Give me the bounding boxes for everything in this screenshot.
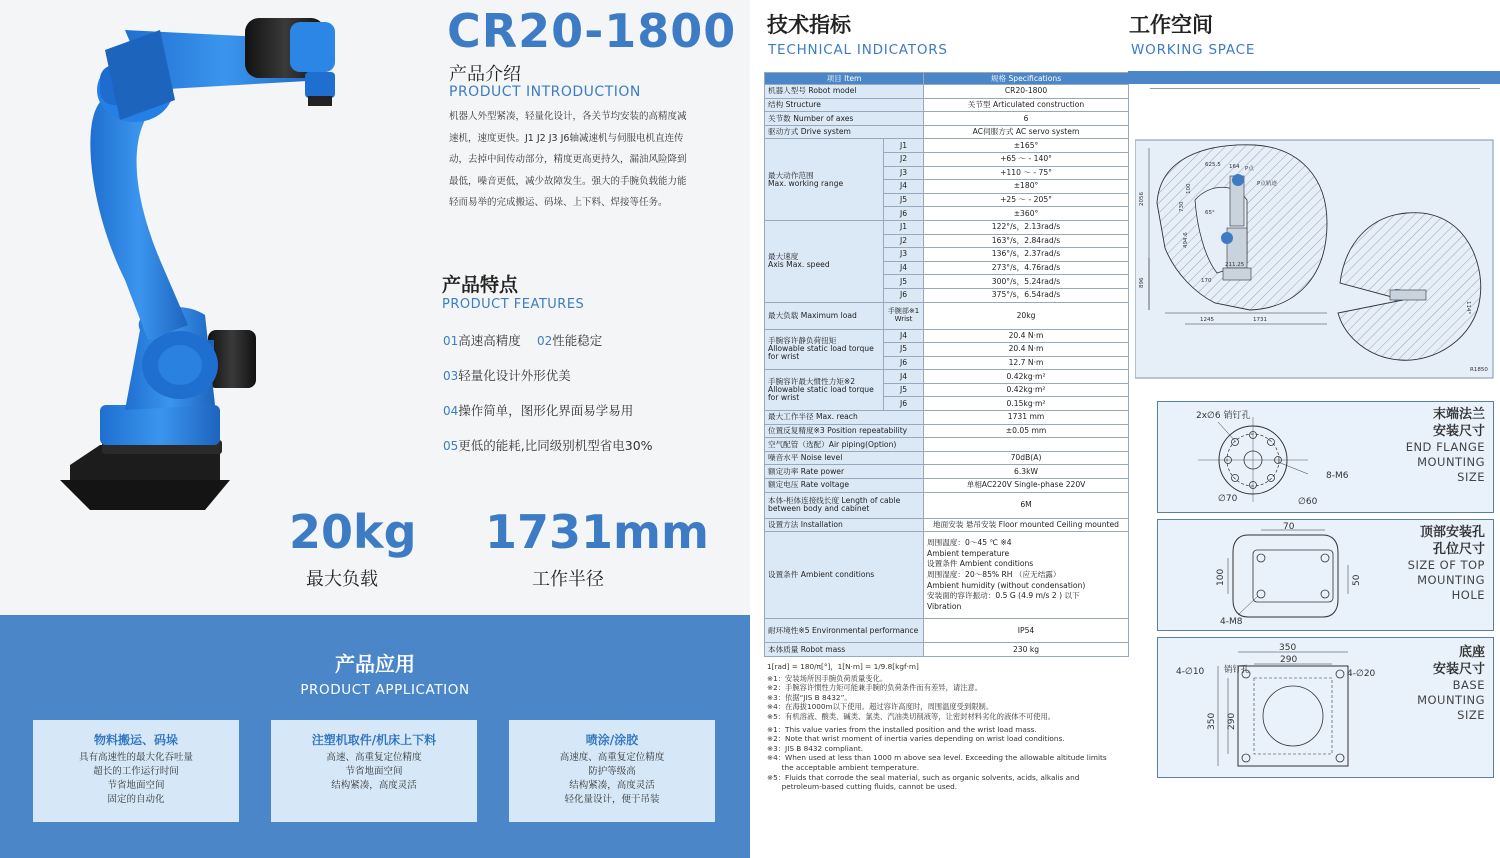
base-label-en: SIZE [1457, 708, 1485, 722]
ambient-line: 设置条件 Ambient conditions [927, 559, 1034, 569]
flange-m6-label: 8-M6 [1326, 471, 1349, 481]
joint: J2 [884, 152, 924, 166]
install-value: 地面安装 悬吊安装 Floor mounted Ceiling mounted [924, 518, 1129, 532]
torque-value: 20.4 N·m [924, 343, 1129, 357]
footnote: petroleum-based cutting fluids, cannot be used. [767, 782, 958, 792]
intro-title-zh: 产品介绍 [449, 64, 521, 85]
flange-d60-label: ∅60 [1298, 497, 1318, 507]
dim-label: 1245 [1200, 317, 1214, 323]
base-pin-label: 销钉孔 [1224, 665, 1250, 675]
spec-row [765, 643, 1129, 657]
spec-row [765, 220, 1129, 234]
top-h50-label: 50 [1352, 574, 1362, 586]
torque-value: 12.7 N·m [924, 356, 1129, 370]
load-label: 最大负载 Maximum load [765, 302, 884, 329]
range-value: ±180° [924, 180, 1129, 194]
intro-line: 轻而易举的完成搬运、码垛、上下料、焊接等任务。 [449, 197, 668, 208]
speed-value: 122°/s，2.13rad/s [924, 220, 1129, 234]
feature-num: 01 [443, 334, 459, 348]
spec-header-item: 项目 Item [765, 73, 924, 85]
top-label-en: MOUNTING [1417, 573, 1485, 587]
flange-label-zh1: 末端法兰 [1432, 407, 1485, 422]
spec-row [765, 518, 1129, 532]
card-line: 高速、高重复定位精度 [326, 752, 422, 763]
application-title-en: PRODUCT APPLICATION [300, 682, 470, 698]
dim-label: 65° [1205, 210, 1215, 216]
joint: J3 [884, 166, 924, 180]
spec-label: 结构 Structure [765, 98, 924, 112]
range-value: +65 ～ - 140° [924, 152, 1129, 166]
spec-value: 70dB(A) [924, 451, 1129, 465]
workspace-header-bar [1128, 71, 1500, 84]
feature-text: 轻量化设计外形优美 [458, 368, 571, 383]
spec-value: CR20-1800 [924, 85, 1129, 99]
spec-row [765, 139, 1129, 153]
cable-value: 6M [924, 492, 1129, 518]
card-title: 注塑机取件/机床上下料 [311, 733, 437, 747]
base-drawing [1158, 638, 1388, 775]
spec-row [765, 492, 1129, 518]
range-value: ±165° [924, 139, 1129, 153]
application-section [0, 615, 750, 858]
flange-panel [1157, 401, 1494, 513]
inertia-value: 0.42kg·m² [924, 383, 1129, 397]
spec-row [765, 98, 1129, 112]
dim-label: 730 [1179, 201, 1185, 212]
feature-item [537, 331, 602, 349]
feature-num: 05 [443, 439, 459, 453]
base-label-zh2: 安装尺寸 [1432, 662, 1485, 677]
features-title-zh: 产品特点 [442, 274, 519, 296]
range-value: +25 ～ - 205° [924, 193, 1129, 207]
speed-value: 163°/s，2.84rad/s [924, 234, 1129, 248]
ambient-line: Ambient temperature [927, 548, 1010, 558]
spec-value: 关节型 Articulated construction [924, 98, 1129, 112]
speed-value: 375°/s，6.54rad/s [924, 288, 1129, 302]
dim-label: 114° [1465, 301, 1471, 315]
card-line: 结构紧凑，高度灵活 [569, 780, 655, 791]
joint: J4 [884, 329, 924, 343]
torque-label: 手腕容许静负荷扭矩 Allowable static load torque for wrist [765, 329, 884, 370]
joint: J6 [884, 207, 924, 221]
top-label-zh1: 顶部安装孔 [1419, 525, 1485, 540]
flange-holes-label: 2x∅6 销钉孔 [1196, 411, 1251, 421]
spec-label: 额定电压 Rate voltage [765, 479, 924, 493]
top-mount-drawing [1158, 520, 1388, 628]
spec-label: 空气配管（选配）Air piping(Option) [765, 438, 924, 452]
feature-text: 操作简单，图形化界面易学易用 [458, 403, 634, 418]
feature-text: 高速高精度 [458, 333, 521, 348]
top-label-en: HOLE [1451, 588, 1485, 602]
features-title-en: PRODUCT FEATURES [442, 297, 585, 312]
reach-value: 1731mm [485, 505, 709, 559]
top-mount-label [1408, 524, 1485, 603]
cable-label: 本体-柜体连接线长度 Length of cable between body and cabinet [765, 492, 924, 518]
spec-label: 额定功率 Rate power [765, 465, 924, 479]
install-label: 设置方法 Installation [765, 518, 924, 532]
base-label-zh1: 底座 [1458, 645, 1485, 660]
dim-label: P点 [1245, 166, 1254, 172]
footnotes [767, 662, 1127, 792]
max-load-value: 20kg [289, 505, 417, 559]
card-line: 节省地面空间 [107, 780, 165, 791]
base-w290-label: 290 [1280, 655, 1298, 665]
joint: J4 [884, 261, 924, 275]
footnote: ※5：有机溶液、酸类、碱类、氯类、汽油类切削液等，让密封材料劣化的液体不可使用。 [767, 711, 1056, 721]
joint: J6 [884, 288, 924, 302]
spec-value: 6.3kW [924, 465, 1129, 479]
spec-row [765, 532, 1129, 619]
base-d20-label: 4-∅20 [1347, 669, 1376, 679]
load-sub: 手腕部※1 Wrist [884, 302, 924, 329]
footnote: ※5：Fluids that corrode the seal material, such as organic solvents, acids, alkalis and [767, 772, 1080, 782]
speed-label: 最大速度 Axis Max. speed [765, 220, 884, 302]
footnote: ※1：This value varies from the installed position and the wrist load mass. [767, 724, 1037, 734]
card-line: 固定的自动化 [107, 794, 165, 805]
intro-line: 速机，速度更快。J1 J2 J3 J6轴减速机与伺服电机直连传 [449, 132, 684, 144]
top-h100-label: 100 [1216, 568, 1226, 586]
card-line: 结构紧凑，高度灵活 [331, 780, 417, 791]
joint: J6 [884, 356, 924, 370]
footnote: the acceptable ambient temperature. [767, 762, 920, 772]
flange-drawing [1158, 402, 1388, 510]
joint: J4 [884, 180, 924, 194]
spec-value: 1731 mm [924, 411, 1129, 425]
env-value: IP54 [924, 619, 1129, 643]
spec-row [765, 112, 1129, 126]
inertia-label: 手腕容许最大惯性力矩※2 Allowable static load torque for wrist [765, 370, 884, 411]
dim-label: 211.25 [1225, 262, 1245, 268]
base-label-en: MOUNTING [1417, 693, 1485, 707]
range-value: ±360° [924, 207, 1129, 221]
joint: J1 [884, 139, 924, 153]
range-label: 最大动作范围 Max. working range [765, 139, 884, 221]
base-label [1417, 644, 1485, 723]
card-line: 节省地面空间 [345, 766, 403, 777]
top-m8-label: 4-M8 [1220, 617, 1243, 627]
joint: J5 [884, 275, 924, 289]
card-line: 轻化量设计，便于吊装 [564, 794, 660, 805]
ambient-line: Ambient humidity (without condensation) [927, 580, 1086, 590]
spec-value: 6 [924, 112, 1129, 126]
card-line: 防护等级高 [588, 766, 636, 777]
spec-label: 关节数 Number of axes [765, 112, 924, 126]
footnote: ※4：在海拔1000m以下使用。超过容许高度时，周围温度受到限制。 [767, 702, 994, 712]
ambient-value [924, 532, 1129, 619]
dim-label: 625.5 [1205, 162, 1221, 168]
workspace-title-en: WORKING SPACE [1131, 42, 1256, 58]
spec-row [765, 451, 1129, 465]
footnote: ※2：Note that wrist moment of inertia varies depending on wrist load conditions. [767, 734, 1065, 744]
joint: J4 [884, 370, 924, 384]
dim-label: 170 [1201, 278, 1212, 284]
workspace-diagram [1135, 88, 1495, 388]
max-load-label: 最大负载 [306, 569, 378, 590]
inertia-value: 0.42kg·m² [924, 370, 1129, 384]
card-line: 具有高速性的最大化吞吐量 [78, 752, 193, 763]
base-h290-label: 290 [1227, 712, 1237, 730]
spec-row [765, 85, 1129, 99]
card-title: 喷涂/涂胶 [585, 733, 639, 747]
top-mount-panel [1157, 519, 1494, 631]
dim-label: P点轨迹 [1257, 181, 1277, 187]
flange-label-en: MOUNTING [1417, 455, 1485, 469]
spec-row [765, 370, 1129, 384]
speed-value: 136°/s，2.37rad/s [924, 248, 1129, 262]
workspace-title-zh: 工作空间 [1129, 13, 1213, 37]
joint: J5 [884, 383, 924, 397]
footnote: ※3：JIS B 8432 compliant. [767, 743, 864, 753]
spec-label: 机器人型号 Robot model [765, 85, 924, 99]
spec-label: 位置反复精度※3 Position repeatability [765, 424, 924, 438]
application-card [271, 720, 477, 822]
flange-label-en: SIZE [1457, 470, 1485, 484]
footnote: ※2：手腕容许惯性力矩可能兼手腕的负荷条件而有差异，请注意。 [767, 683, 983, 693]
feature-item [443, 401, 633, 419]
base-w350-label: 350 [1279, 643, 1297, 653]
card-line: 高速度、高重复定位精度 [559, 752, 665, 763]
ambient-label: 设置条件 Ambient conditions [765, 532, 924, 619]
tech-title-zh: 技术指标 [767, 13, 851, 37]
dim-label: 494.6 [1183, 232, 1189, 248]
footnote: ※4：When used at less than 1000 m above sea level. Exceeding the allowable altitude limits [767, 753, 1107, 763]
top-w70-label: 70 [1283, 522, 1295, 532]
spec-value [924, 438, 1129, 452]
spec-row [765, 479, 1129, 493]
feature-num: 04 [443, 404, 459, 418]
spec-header-spec: 规格 Specifications [924, 73, 1129, 85]
feature-text: 性能稳定 [552, 333, 603, 348]
spec-value: 单相AC220V Single-phase 220V [924, 479, 1129, 493]
dim-label: 896 [1139, 277, 1145, 288]
joint: J2 [884, 234, 924, 248]
joint: J5 [884, 343, 924, 357]
base-label-en: BASE [1452, 678, 1485, 692]
speed-value: 273°/s，4.76rad/s [924, 261, 1129, 275]
spec-table [764, 72, 1129, 657]
feature-num: 02 [537, 334, 553, 348]
application-card [509, 720, 715, 822]
joint: J6 [884, 397, 924, 411]
feature-item [443, 331, 521, 349]
env-label: 耐环境性※5 Environmental performance [765, 619, 924, 643]
inertia-value: 0.15kg·m² [924, 397, 1129, 411]
mass-value: 230 kg [924, 643, 1129, 657]
spec-row [765, 329, 1129, 343]
speed-value: 300°/s，5.24rad/s [924, 275, 1129, 289]
dim-label: 100 [1186, 183, 1192, 194]
dim-label: 1731 [1253, 317, 1267, 323]
joint: J5 [884, 193, 924, 207]
tech-title-en: TECHNICAL INDICATORS [768, 42, 948, 58]
spec-row [765, 411, 1129, 425]
intro-line: 最低，噪音更低，减少故障发生。强大的手腕负载能力能 [449, 175, 687, 187]
ambient-line: Vibration [927, 601, 962, 611]
dim-label: 2056 [1139, 192, 1145, 206]
dim-label: 164 [1229, 164, 1240, 170]
dim-label: R1850 [1470, 367, 1488, 373]
feature-item [443, 366, 571, 384]
spec-label: 最大工作半径 Max. reach [765, 411, 924, 425]
feature-text: 更低的能耗,比同级别机型省电30% [458, 438, 653, 453]
intro-title-en: PRODUCT INTRODUCTION [449, 84, 641, 100]
joint: J3 [884, 248, 924, 262]
application-title-zh: 产品应用 [335, 652, 415, 676]
ambient-line: 周围温度：0～45 ℃ ※4 [927, 538, 1012, 548]
spec-value: AC伺服方式 AC servo system [924, 125, 1129, 139]
application-card [33, 720, 239, 822]
spec-row [765, 438, 1129, 452]
flange-label [1406, 406, 1485, 485]
base-panel [1157, 637, 1494, 778]
feature-num: 03 [443, 369, 459, 383]
spec-row [765, 424, 1129, 438]
intro-body [449, 106, 724, 214]
spec-row [765, 125, 1129, 139]
spec-label: 噪音水平 Noise level [765, 451, 924, 465]
ambient-line: 周围湿度：20～85% RH （应无结露） [927, 569, 1061, 579]
spec-row [765, 465, 1129, 479]
spec-row [765, 619, 1129, 643]
flange-label-en: END FLANGE [1405, 440, 1485, 454]
card-title: 物料搬运、码垛 [93, 733, 178, 747]
reach-label: 工作半径 [532, 569, 604, 590]
flange-label-zh2: 安装尺寸 [1432, 424, 1485, 439]
base-holes-label: 4-∅10 [1176, 667, 1205, 677]
intro-line: 机器人外型紧凑，轻量化设计，各关节均安装的高精度减 [449, 111, 687, 122]
robot-arm-image [30, 10, 370, 530]
intro-line: 动，去掉中间传动部分，精度更高更持久，漏油风险降到 [449, 154, 687, 165]
card-line: 超长的工作运行时间 [93, 766, 179, 777]
model-title: CR20-1800 [447, 4, 737, 58]
footnote: ※1：安装场所因手腕负荷质量变化。 [767, 673, 888, 683]
top-label-zh2: 孔位尺寸 [1432, 542, 1485, 557]
spec-label: 驱动方式 Drive system [765, 125, 924, 139]
torque-value: 20.4 N·m [924, 329, 1129, 343]
mass-label: 本体质量 Robot mass [765, 643, 924, 657]
spec-header-row [765, 73, 1129, 85]
load-value: 20kg [924, 302, 1129, 329]
range-value: +110 ～ - 75° [924, 166, 1129, 180]
flange-d70-label: ∅70 [1218, 494, 1238, 504]
base-h350-label: 350 [1207, 712, 1217, 730]
spec-value: ±0.05 mm [924, 424, 1129, 438]
footnote: 1[rad] = 180/π[°]，1[N·m] = 1/9.8[kgf·m] [767, 662, 919, 671]
feature-item [443, 436, 653, 454]
footnote: ※3：依据“JIS B 8432”。 [767, 692, 852, 702]
spec-row [765, 302, 1129, 329]
joint: J1 [884, 220, 924, 234]
ambient-line: 安装面的容许振动：0.5 G (4.9 m/s 2 ) 以下 [927, 591, 1080, 601]
top-label-en: SIZE OF TOP [1407, 558, 1485, 572]
